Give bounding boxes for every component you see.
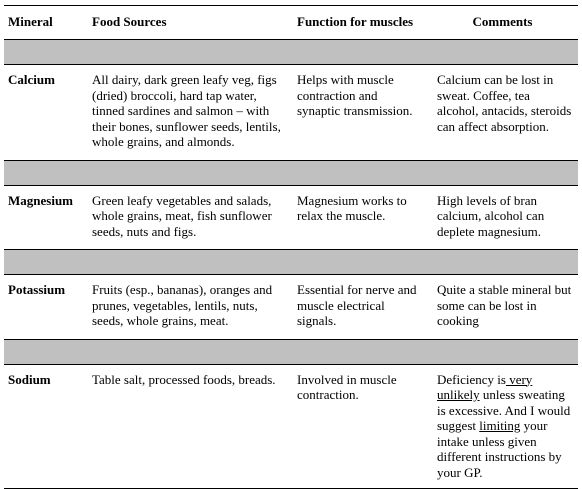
header-mineral: Mineral	[4, 6, 82, 40]
header-row	[4, 6, 578, 40]
function-cell: Essential for nerve and muscle electrical signals.	[297, 282, 417, 328]
table-row	[4, 185, 578, 250]
header-food-sources: Food Sources	[82, 6, 287, 40]
table-row	[4, 65, 578, 161]
minerals-table	[4, 5, 578, 489]
table-row	[4, 275, 578, 340]
header-comments: Comments	[427, 6, 578, 40]
separator-row	[4, 339, 578, 364]
comment-text: Deficiency is	[437, 371, 506, 387]
comments-cell: Calcium can be lost in sweat. Coffee, tea alcohol, antacids, steroids can affect absorption.	[437, 72, 572, 134]
comment-text: unless sweating is excessive. And I would suggest	[437, 387, 571, 433]
underlined-text: limiting	[479, 418, 521, 433]
separator-row	[4, 250, 578, 275]
function-cell: Helps with muscle contraction and synaptic transmission.	[297, 72, 413, 118]
underlined-text: very unlikely	[437, 371, 533, 402]
food-sources-cell: All dairy, dark green leafy veg, figs (dried) broccoli, hard tap water, tinned sardines and salmon – with their bones, sunflower seeds, lentils, whole grains, and almonds.	[92, 72, 281, 149]
separator-row	[4, 160, 578, 185]
comments-cell: High levels of bran calcium, alcohol can deplete magnesium.	[437, 192, 545, 239]
header-function: Function for muscles	[287, 6, 427, 40]
separator-row	[4, 40, 578, 65]
comment-text: your intake unless given different instructions by your GP.	[437, 418, 562, 480]
food-sources-cell: Table salt, processed foods, breads.	[82, 364, 287, 489]
comments-cell	[427, 364, 578, 489]
function-cell: Involved in muscle contraction.	[287, 364, 427, 489]
food-sources-cell: Fruits (esp., bananas), oranges and prunes, vegetables, lentils, nuts, seeds, whole grains, meat.	[92, 282, 273, 328]
mineral-name: Potassium	[8, 282, 66, 297]
function-cell: Magnesium works to relax the muscle.	[297, 192, 407, 223]
food-sources-cell: Green leafy vegetables and salads, whole grains, meat, fish sunflower seeds, nuts and figs.	[92, 192, 272, 239]
mineral-name: Magnesium	[8, 192, 73, 208]
mineral-name: Calcium	[8, 72, 55, 87]
mineral-name: Sodium	[4, 364, 82, 489]
table-row	[4, 364, 578, 489]
comments-cell: Quite a stable mineral but some can be lost in cooking	[437, 282, 572, 328]
